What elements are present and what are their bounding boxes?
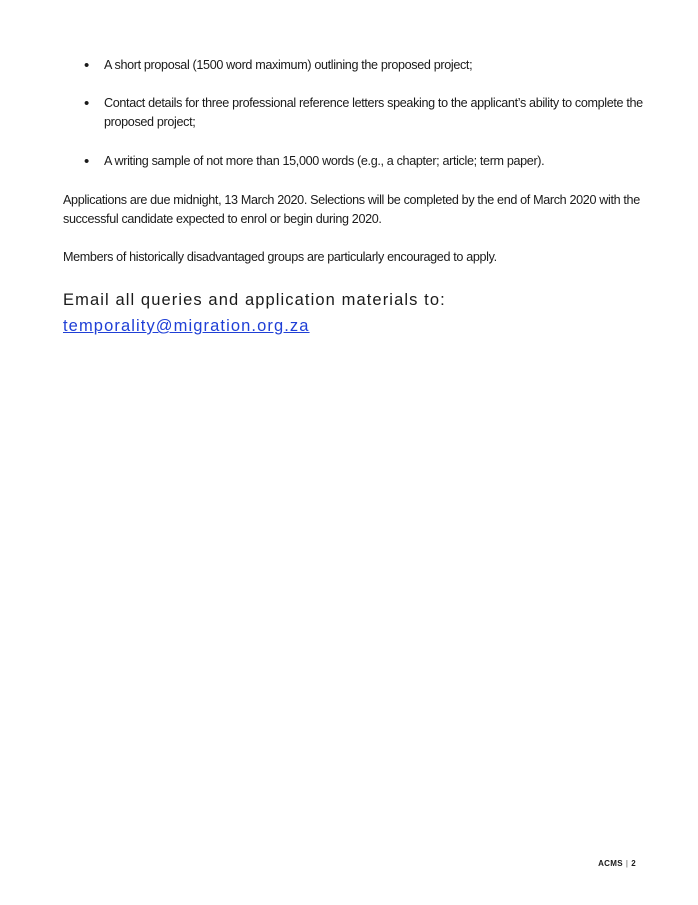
contact-heading: Email all queries and application materials to: [63,291,446,309]
footer-label: ACMS [598,859,623,868]
list-item-text: Contact details for three professional reference letters speaking to the applicant’s ability to complete the proposed project; [104,96,643,129]
footer-separator: | [625,859,629,868]
page-number: 2 [631,859,636,868]
list-item-text: A short proposal (1500 word maximum) outlining the proposed project; [104,58,473,72]
list-item-text: A writing sample of not more than 15,000 words (e.g., a chapter; article; term paper). [104,154,545,168]
bullet-icon: • [84,57,90,74]
bullet-icon: • [84,95,90,112]
page-footer [598,859,636,868]
encouragement-paragraph: Members of historically disadvantaged groups are particularly encouraged to apply. [63,250,497,264]
bullet-icon: • [84,153,90,170]
deadline-paragraph: Applications are due midnight, 13 March 2020. Selections will be completed by the end of March 2020 with the successful candidate expected to enrol or begin during 2020. [63,193,640,226]
contact-email-link[interactable]: temporality@migration.org.za [63,317,310,335]
